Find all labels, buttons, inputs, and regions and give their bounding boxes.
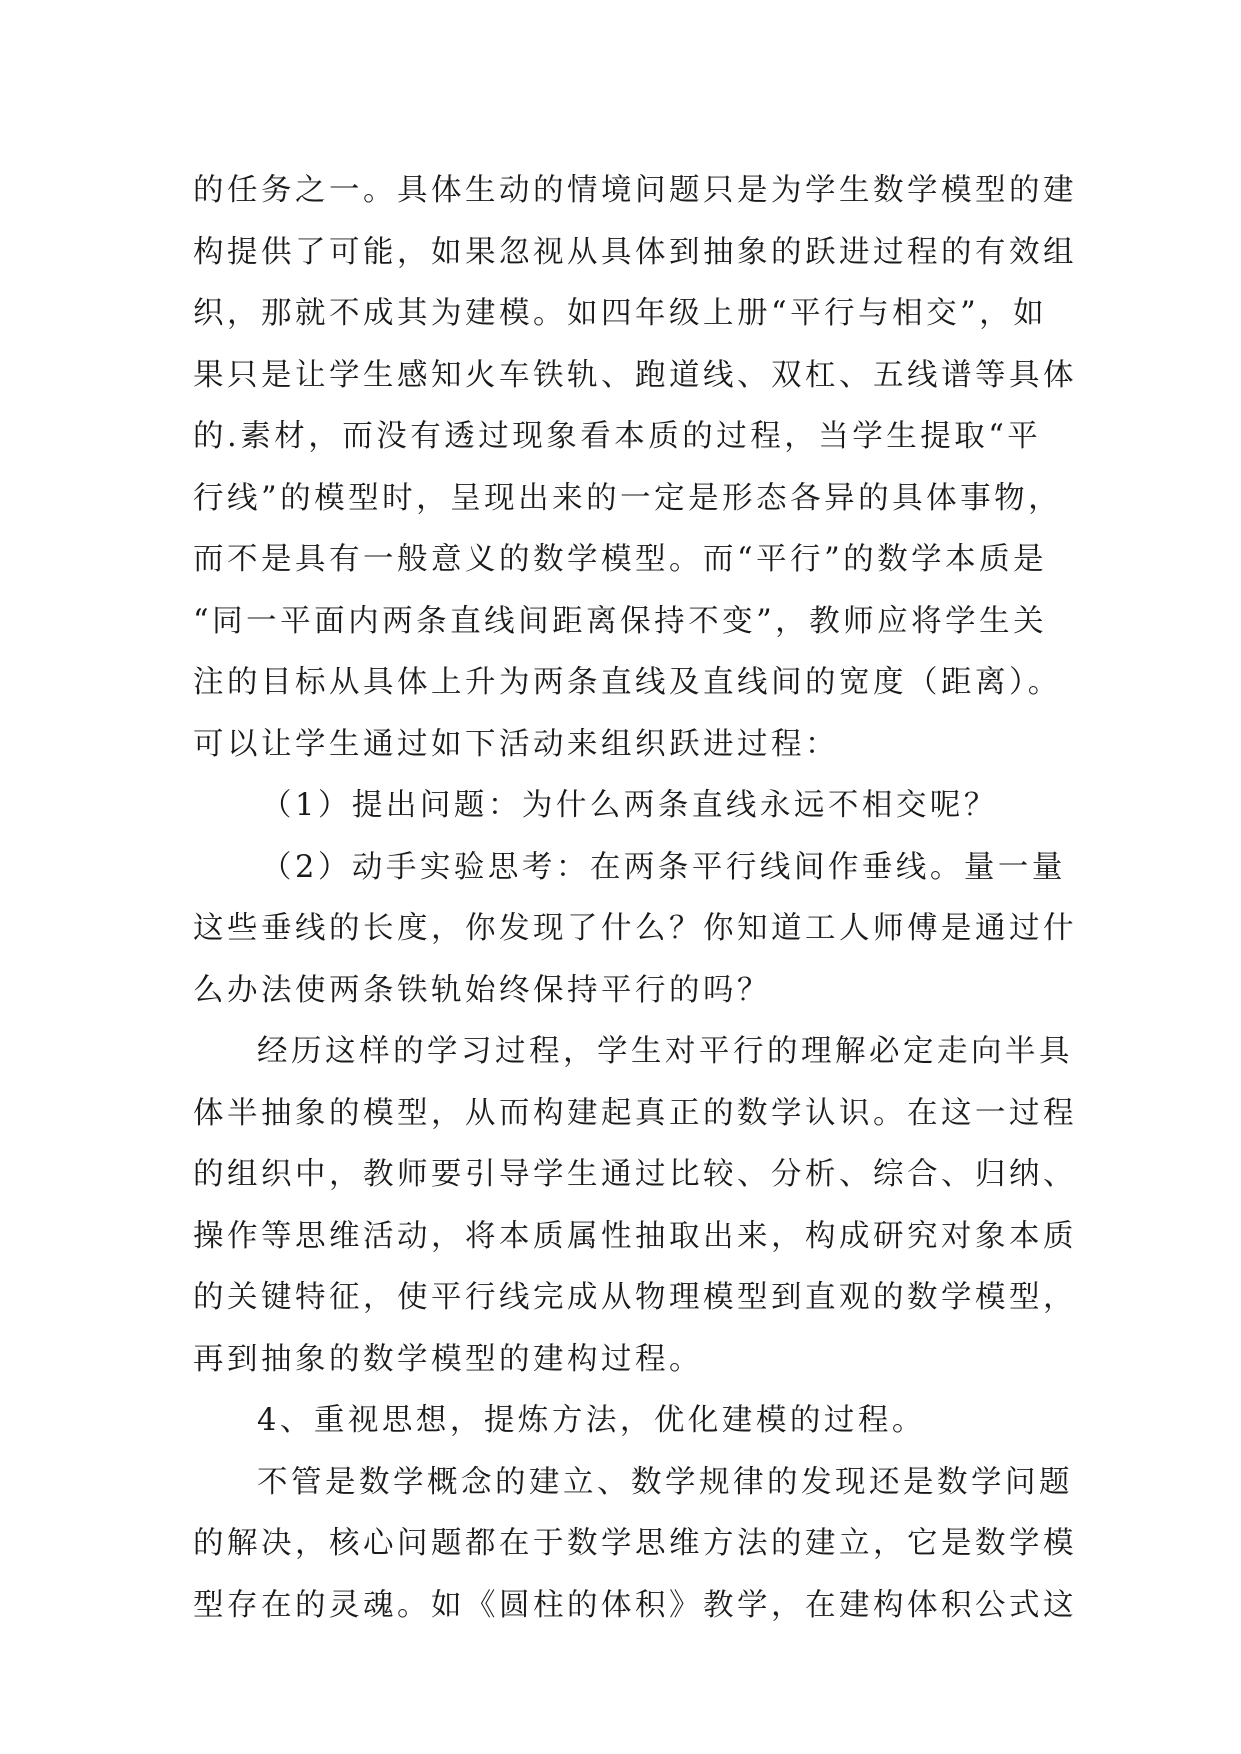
text-line: 织，那就不成其为建模。如四年级上册“平行与相交”，如 <box>193 296 1048 331</box>
body-text <box>193 160 1077 1636</box>
text-line: 的任务之一。具体生动的情境问题只是为学生数学模型的建 <box>193 173 1077 208</box>
paragraph-start: 经历这样的学习过程，学生对平行的理解必定走向半具 <box>257 1034 1073 1069</box>
text-line: 构提供了可能，如果忽视从具体到抽象的跃进过程的有效组 <box>193 234 1077 270</box>
text-line: 注的目标从具体上升为两条直线及直线间的宽度（距离）。 <box>193 665 1062 700</box>
text-line: 的组织中，教师要引导学生通过比较、分析、综合、归纳、 <box>193 1157 1077 1192</box>
text-line: 的.素材，而没有透过现象看本质的过程，当学生提取“平 <box>193 419 1042 454</box>
text-line: 的关键特征，使平行线完成从物理模型到直观的数学模型， <box>193 1280 1077 1315</box>
text-line: 体半抽象的模型，从而构建起真正的数学认识。在这一过程 <box>193 1095 1077 1131</box>
text-line: 行线”的模型时，呈现出来的一定是形态各异的具体事物， <box>193 480 1063 516</box>
text-line: 型存在的灵魂。如《圆柱的体积》教学，在建构体积公式这 <box>193 1587 1077 1623</box>
text-line: 可以让学生通过如下活动来组织跃进过程： <box>193 726 839 762</box>
list-item-1: （1）提出问题：为什么两条直线永远不相交呢？ <box>261 788 998 823</box>
text-line: 么办法使两条铁轨始终保持平行的吗？ <box>193 972 771 1008</box>
text-line: 的解决，核心问题都在于数学思维方法的建立，它是数学模 <box>193 1526 1077 1561</box>
section-heading: 4、重视思想，提炼方法，优化建模的过程。 <box>257 1403 926 1438</box>
text-line: 而不是具有一般意义的数学模型。而“平行”的数学本质是 <box>193 542 1048 577</box>
text-line: 这些垂线的长度，你发现了什么？你知道工人师傅是通过什 <box>193 911 1077 946</box>
text-line: 再到抽象的数学模型的建构过程。 <box>193 1341 703 1377</box>
text-line: 操作等思维活动，将本质属性抽取出来，构成研究对象本质 <box>193 1218 1077 1254</box>
list-item-2: （2）动手实验思考：在两条平行线间作垂线。量一量 <box>261 849 1066 885</box>
text-line: 果只是让学生感知火车铁轨、跑道线、双杠、五线谱等具体 <box>193 357 1077 393</box>
paragraph-start: 不管是数学概念的建立、数学规律的发现还是数学问题 <box>257 1464 1073 1500</box>
text-line: “同一平面内两条直线间距离保持不变”，教师应将学生关 <box>193 603 1048 639</box>
